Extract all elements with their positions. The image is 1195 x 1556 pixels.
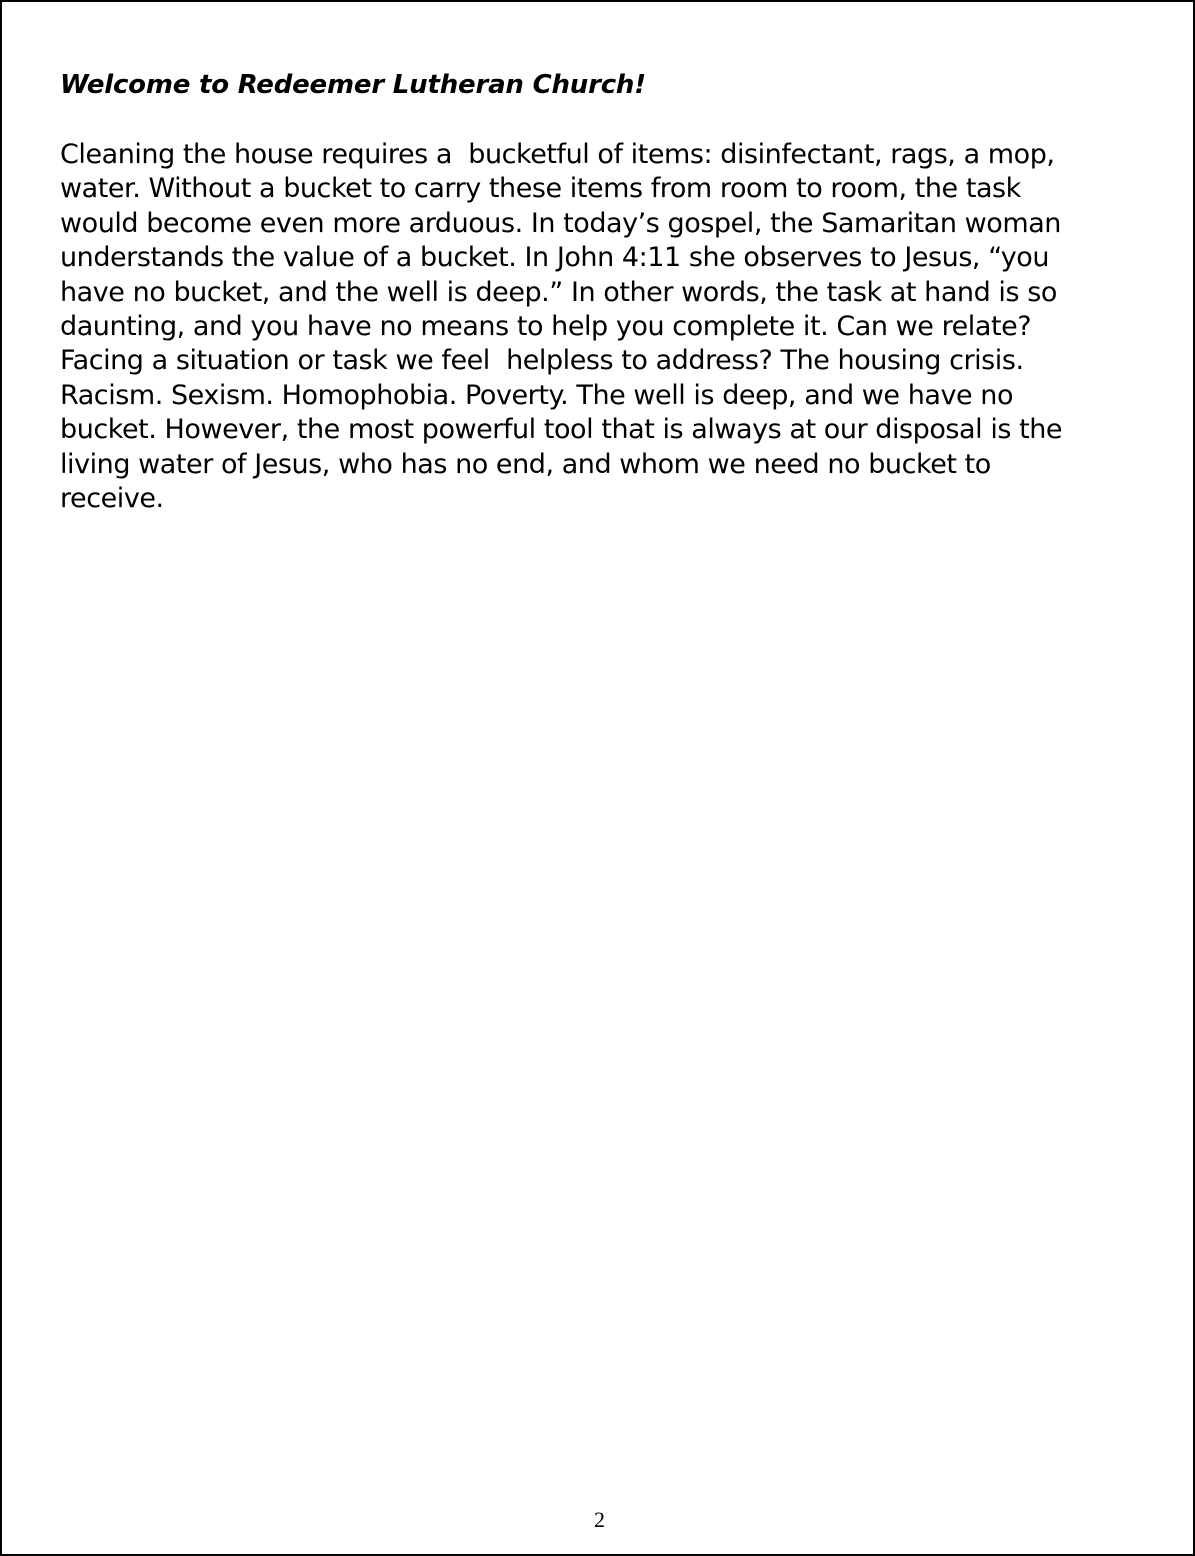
body-line: water. Without a bucket to carry these items from room to room, the task	[60, 173, 1021, 205]
body-line: Facing a situation or task we feel helpless to address? The housing crisis.	[60, 345, 1024, 377]
page-number: 2	[594, 1507, 605, 1532]
body-line: have no bucket, and the well is deep.” In other words, the task at hand is so	[60, 276, 1057, 308]
body-line: Racism. Sexism. Homophobia. Poverty. The well is deep, and we have no	[60, 379, 1014, 411]
body-line: Cleaning the house requires a bucketful of items: disinfectant, rags, a mop,	[60, 139, 1055, 170]
body-line: would become even more arduous. In today’s gospel, the Samaritan woman	[60, 207, 1061, 239]
body-line: bucket. However, the most powerful tool that is always at our disposal is the	[60, 414, 1063, 446]
body-line: receive.	[60, 483, 164, 515]
body-line: living water of Jesus, who has no end, and whom we need no bucket to	[60, 448, 991, 480]
body-line: understands the value of a bucket. In John 4:11 she observes to Jesus, “you	[60, 242, 1050, 274]
page-heading: Welcome to Redeemer Lutheran Church!	[60, 70, 646, 100]
body-paragraph	[60, 138, 1160, 516]
body-line: daunting, and you have no means to help you complete it. Can we relate?	[60, 311, 1032, 343]
